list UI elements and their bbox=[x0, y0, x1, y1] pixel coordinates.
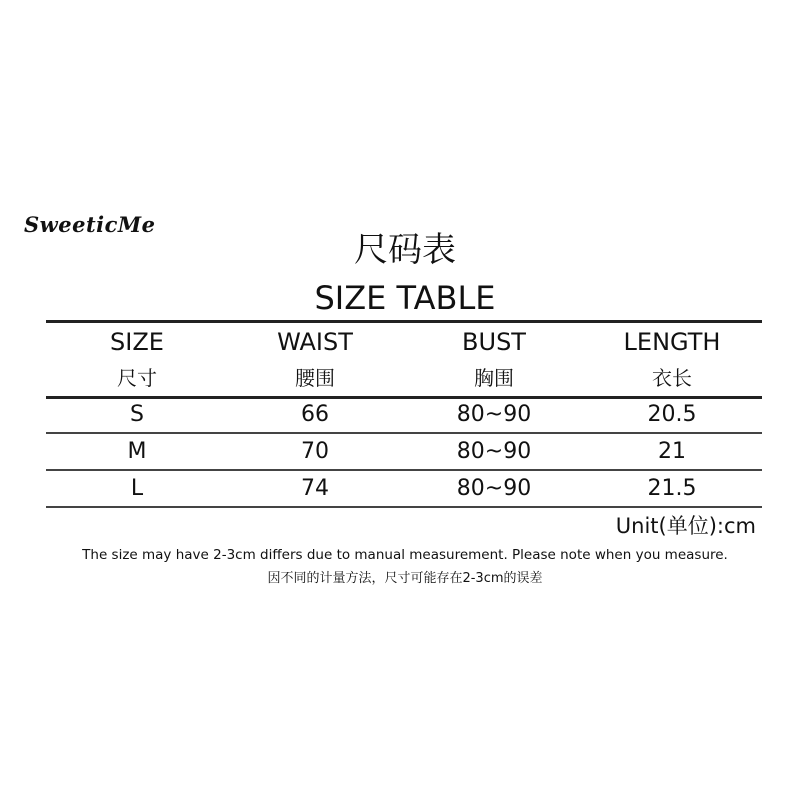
table-header-chinese bbox=[0, 362, 800, 394]
table-bottom-border bbox=[46, 506, 762, 508]
title-english: SIZE TABLE bbox=[314, 279, 496, 317]
header-size-cn: 尺寸 bbox=[117, 366, 157, 390]
measurement-note-chinese: 因不同的计量方法，尺寸可能存在2-3cm的误差 bbox=[267, 571, 543, 586]
size-cell: L bbox=[130, 476, 144, 501]
bust-cell: 80~90 bbox=[456, 439, 532, 464]
waist-cell: 74 bbox=[301, 476, 329, 501]
row-divider bbox=[46, 469, 762, 471]
title-chinese: 尺码表 bbox=[354, 230, 456, 270]
bust-cell: 80~90 bbox=[456, 476, 532, 501]
header-waist: WAIST bbox=[277, 328, 353, 356]
length-cell: 21.5 bbox=[647, 476, 697, 501]
waist-cell: 66 bbox=[301, 402, 329, 427]
table-row bbox=[0, 436, 800, 468]
table-row bbox=[0, 473, 800, 505]
header-length-cn: 衣长 bbox=[652, 366, 692, 390]
header-size: SIZE bbox=[110, 328, 164, 356]
header-length: LENGTH bbox=[623, 328, 721, 356]
table-row bbox=[0, 399, 800, 431]
header-bust-cn: 胸围 bbox=[474, 366, 514, 390]
waist-cell: 70 bbox=[301, 439, 329, 464]
header-bust: BUST bbox=[462, 328, 526, 356]
unit-label: Unit(单位):cm bbox=[615, 514, 756, 538]
size-cell: M bbox=[127, 439, 147, 464]
size-cell: S bbox=[130, 402, 144, 427]
length-cell: 21 bbox=[658, 439, 686, 464]
table-header-english bbox=[0, 326, 800, 358]
header-waist-cn: 腰围 bbox=[295, 366, 335, 390]
table-top-border bbox=[46, 320, 762, 323]
length-cell: 20.5 bbox=[647, 402, 697, 427]
row-divider bbox=[46, 432, 762, 434]
measurement-note-english: The size may have 2-3cm differs due to manual measurement. Please note when you measure. bbox=[82, 547, 728, 563]
bust-cell: 80~90 bbox=[456, 402, 532, 427]
brand-logo: SweeticMe bbox=[24, 212, 156, 237]
